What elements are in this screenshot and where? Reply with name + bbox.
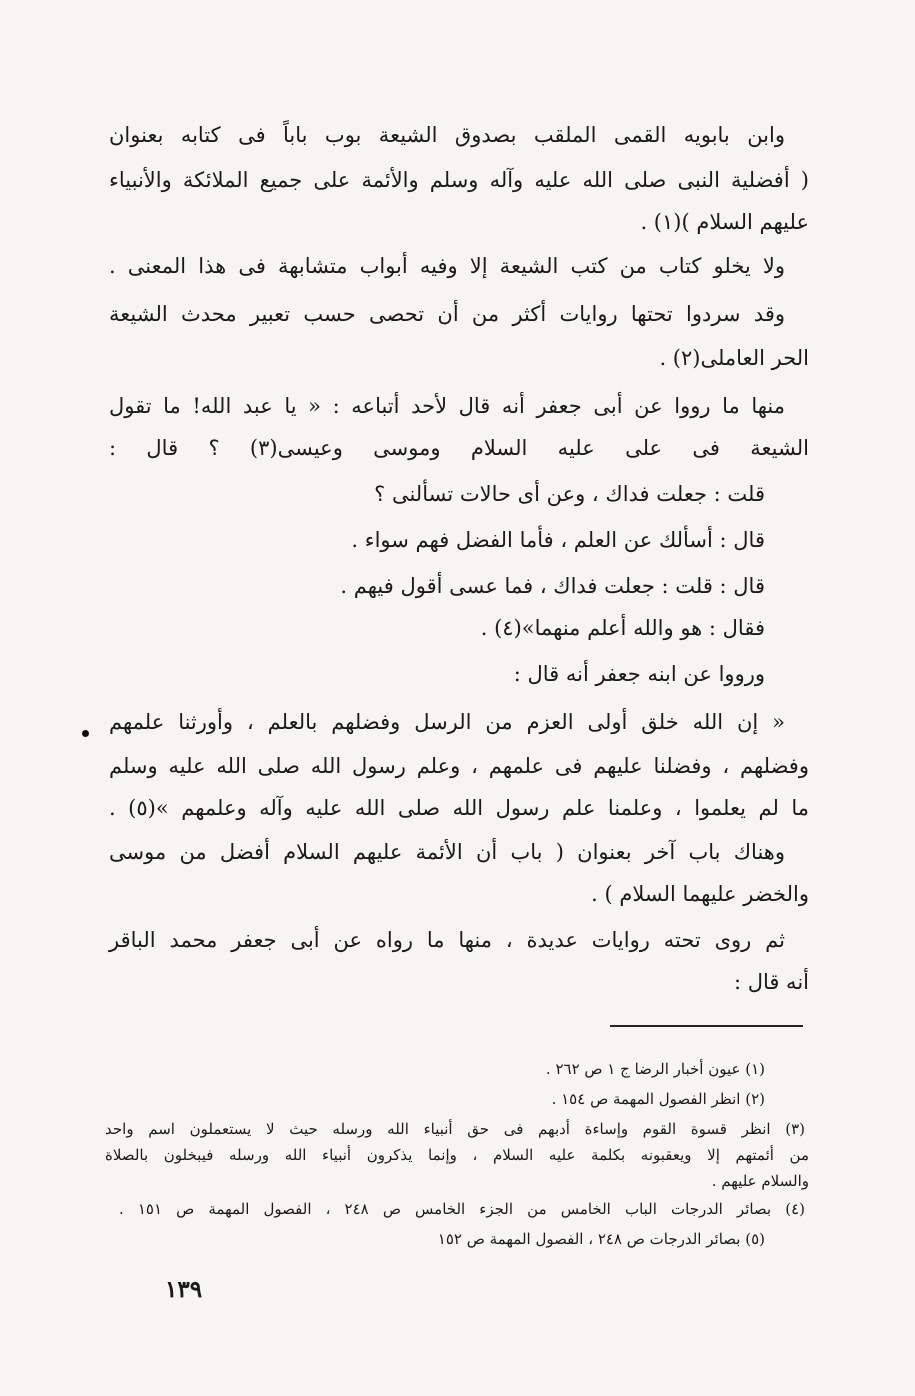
body-line: ولا يخلو كتاب من كتب الشيعة إلا وفيه أبواب متشابهة فى هذا المعنى . (109, 254, 785, 278)
body-line: « إن الله خلق أولى العزم من الرسل وفضلهم بالعلم ، وأورثنا علمهم (109, 710, 785, 734)
body-line: وفضلهم ، وفضلنا عليهم فى علمهم ، وعلم رسول الله صلى الله عليه وسلم (109, 754, 809, 778)
body-line: قال : أسألك عن العلم ، فأما الفضل فهم سواء . (351, 528, 765, 552)
footnote-line: والسلام عليهم . (711, 1172, 809, 1190)
body-line: وهناك باب آخر بعنوان ( باب أن الأئمة عليهم السلام أفضل من موسى (109, 840, 785, 864)
footnote-line: (٤) بصائر الدرجات الباب الخامس من الجزء الخامس ص ٢٤٨ ، الفصول المهمة ص ١٥١ . (119, 1200, 805, 1218)
body-line: فقال : هو والله أعلم منهما»(٤) . (480, 616, 765, 640)
body-line: وقد سردوا تحتها روايات أكثر من أن تحصى حسب تعبير محدث الشيعة (109, 302, 785, 326)
body-line: والخضر عليهما السلام ) . (591, 882, 809, 906)
body-line: الحر العاملى(٢) . (659, 346, 809, 370)
body-line: ما لم يعلموا ، وعلمنا علم رسول الله صلى الله عليه وآله وعلمهم »(٥) . (109, 796, 810, 820)
page-number: ١٣٩ (165, 1276, 203, 1303)
footnote-line: (٥) بصائر الدرجات ص ٢٤٨ ، الفصول المهمة ص ١٥٢ (437, 1230, 765, 1248)
footnote-line: (١) عيون أخبار الرضا ج ١ ص ٢٦٢ . (545, 1060, 765, 1078)
body-line: ثم روى تحته روايات عديدة ، منها ما رواه عن أبى جعفر محمد الباقر (109, 928, 785, 952)
body-line: قلت : جعلت فداك ، وعن أى حالات تسألنى ؟ (374, 482, 765, 506)
body-line: ( أفضلية النبى صلى الله عليه وآله وسلم والأئمة على جميع الملائكة والأنبياء (109, 168, 809, 192)
body-line: منها ما رووا عن أبى جعفر أنه قال لأحد أتباعه : « يا عبد الله! ما تقول (109, 394, 785, 418)
footnote-line: (٣) انظر قسوة القوم وإساءة أدبهم فى حق أنبياء الله ورسله حيث لا يستعملون اسم واحد (105, 1120, 805, 1138)
margin-dot-icon (82, 730, 89, 737)
footnote-line: من أئمتهم إلا ويعقبونه بكلمة عليه السلام ، وإنما يذكرون أنبياء الله ورسله فيبخلون بالصلاة (105, 1146, 809, 1164)
footnote-line: (٢) انظر الفصول المهمة ص ١٥٤ . (551, 1090, 765, 1108)
body-line: الشيعة فى على عليه السلام وموسى وعيسى(٣) ؟ قال : (109, 436, 809, 460)
body-line: أنه قال : (733, 970, 809, 994)
footnote-rule (610, 1025, 803, 1027)
body-line: قال : قلت : جعلت فداك ، فما عسى أقول فيهم . (340, 574, 765, 598)
body-line: وابن بابويه القمى الملقب بصدوق الشيعة بوب باباً فى كتابه بعنوان (109, 123, 785, 147)
body-line: ورووا عن ابنه جعفر أنه قال : (513, 662, 765, 686)
body-line: عليهم السلام )(١) . (640, 210, 809, 234)
